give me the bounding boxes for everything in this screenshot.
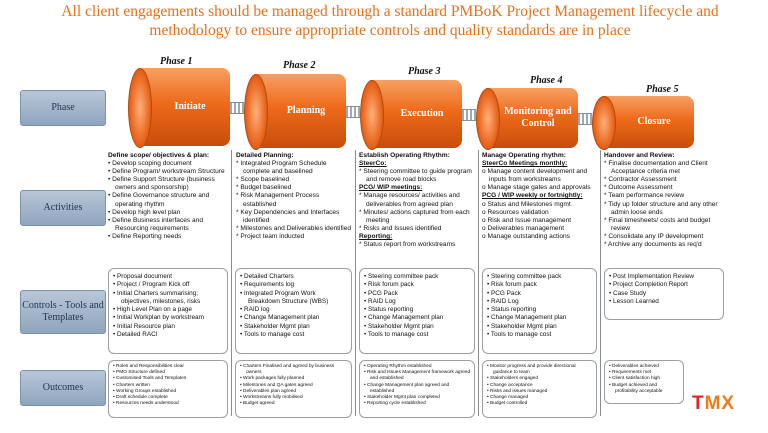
activities-monitoring — [482, 152, 599, 241]
activities-header: Define scope/ objectives & plan: — [108, 152, 210, 159]
control-item: • Initial Charters summarising; objectives, milestones, risks — [113, 289, 201, 305]
phase-cylinder-closure — [592, 96, 694, 148]
activity-item: o Resources validation — [482, 208, 549, 216]
control-item: • Integrated Program Work Breakdown Structure (WBS) — [240, 289, 329, 305]
control-item: • RAID Log — [487, 297, 519, 305]
outcome-item: • Charters written — [113, 382, 150, 388]
control-item: • High Level Plan on a page — [113, 306, 192, 314]
outcome-item: • Requirements met — [609, 370, 652, 376]
controls-planning — [235, 268, 352, 354]
control-item: • Tools to manage cost — [487, 331, 552, 339]
page-title: All client engagements should be managed through a standard PMBoK Project Management lifecycle and methodology to ensure appropriate controls and quality standards are in place — [61, 3, 719, 39]
outcome-item: • Budget controlled — [487, 401, 528, 407]
column-divider — [600, 150, 601, 416]
column-divider — [355, 150, 356, 416]
outcomes-execution — [359, 360, 475, 418]
control-item: • RAID log — [240, 306, 270, 314]
activity-item: • Develop high level plan — [108, 208, 181, 216]
phase-cylinder-monitoring — [476, 88, 578, 148]
outcome-item: • Deliverables achieved — [609, 364, 659, 369]
outcome-item: • Budget agreed — [240, 401, 275, 407]
outcome-item: • PMO Structure defined — [113, 370, 165, 376]
outcome-item: • Change managed — [487, 395, 529, 401]
outcome-item: • Change Management plan agreed and established — [364, 382, 450, 394]
phase-label-3: Phase 3 — [408, 66, 441, 77]
outcomes-monitoring — [482, 360, 597, 418]
outcome-item: • Monitor progress and provide directional guidance to team — [487, 364, 576, 376]
phase-label-2: Phase 2 — [283, 60, 316, 71]
activity-item: • Define Support Structure (business owners and sponsorship) — [108, 176, 215, 192]
outcomes-initiate — [108, 360, 228, 418]
outcome-item: • Roles and Responsibilities clear — [113, 364, 185, 369]
column-divider — [478, 150, 479, 416]
activity-item: * Minutes/ actions captured from each meeting — [359, 208, 470, 224]
activity-item: * Manage resources/ activities and deliverables from agreed plan — [359, 192, 460, 208]
control-item: • Case Study — [609, 289, 647, 297]
activity-item: • Develop scoping document — [108, 160, 192, 168]
outcome-item: • Workstreams fully mobilised — [240, 395, 303, 401]
control-item: • Change Management plan — [364, 314, 444, 322]
control-item: • Stakeholder Mgmt plan — [487, 322, 557, 330]
activities-header: Handover and Review: — [604, 152, 675, 159]
activity-item: * Tidy up folder structure and any other admin loose ends — [604, 200, 718, 216]
phase-name-initiate: Initiate — [174, 101, 206, 112]
control-item: • Stakeholder Mgmt plan — [240, 322, 310, 330]
activities-subheader: PCG / WIP weekly or fortnightly: — [482, 192, 583, 200]
activities-subheader: SteerCo: — [359, 160, 387, 168]
activity-item: • Define Business interfaces and Resourcing requirements — [108, 216, 204, 232]
activities-closure — [604, 152, 724, 249]
outcomes-closure — [604, 360, 684, 404]
phase-cylinder-execution — [360, 80, 462, 148]
control-item: • Initial Resource plan — [113, 322, 175, 330]
controls-monitoring — [482, 268, 597, 354]
control-item: • Lesson Learned — [609, 297, 659, 305]
activity-item: * Risks and Issues identified — [359, 224, 442, 232]
control-item: • Tools to manage cost — [364, 331, 429, 339]
phase-cylinder-planning — [244, 74, 346, 148]
outcome-item: • Reporting cycle established — [364, 401, 426, 407]
activity-item: * Consolidate any IP development — [604, 232, 704, 240]
activity-item: * Final timesheets/ costs and budget review — [604, 216, 711, 232]
control-item: • RAID Log — [364, 297, 396, 305]
outcome-item: • Work packages fully planned — [240, 376, 305, 382]
activity-item: * Steering committee to guide program and remove road blocks — [359, 168, 472, 184]
control-item: • Project / Program Kick off — [113, 281, 190, 289]
phase-connector-2 — [346, 106, 360, 118]
row-label-outcomes: Outcomes — [20, 370, 106, 406]
activity-item: o Manage content development and inputs from workstreams — [482, 168, 588, 184]
phase-connector-3 — [462, 109, 476, 121]
outcome-item: • Milestones and QA gates agreed — [240, 382, 313, 388]
phase-connector-4 — [578, 113, 592, 125]
phase-connector-1 — [230, 102, 244, 114]
activity-item: * Budget baselined — [236, 184, 292, 192]
phase-name-closure: Closure — [637, 116, 671, 127]
activity-item: • Define Governance structure and operating rhythm — [108, 192, 210, 208]
activity-item: o Manage outstanding actions — [482, 232, 570, 240]
outcome-item: • Risk and Issues Management framework agreed and established — [364, 370, 471, 382]
activity-item: * Team performance review — [604, 192, 685, 200]
activity-item: * Risk Management Process established — [236, 192, 320, 208]
activity-item: o Status and Milestones mgmt — [482, 200, 571, 208]
outcome-item: • Operating Rhythm established — [364, 364, 432, 369]
phase-label-4: Phase 4 — [530, 75, 563, 86]
activity-item: * Outcome Assessment — [604, 184, 673, 192]
activity-item: * Status report from workstreams — [359, 241, 456, 249]
control-item: • Initial Workplan by workstream — [113, 314, 204, 322]
control-item: • Status reporting — [487, 306, 537, 314]
activity-item: * Project team inducted — [236, 232, 305, 240]
activity-item: o Risk and Issue management — [482, 216, 572, 224]
phase-name-planning: Planning — [286, 105, 326, 116]
control-item: • Proposal document — [113, 273, 173, 280]
row-label-phase: Phase — [20, 90, 106, 126]
row-label-activities: Activities — [20, 190, 106, 226]
activities-subheader: PCG/ WIP meetings: — [359, 184, 423, 192]
control-item: • PCG Pack — [487, 289, 521, 297]
phase-cylinder-initiate — [128, 68, 230, 146]
activity-item: o Deliverables management — [482, 224, 565, 232]
control-item: • PCG Pack — [364, 289, 398, 297]
tmx-logo: TMX — [692, 393, 736, 414]
activity-item: * Milestones and Deliverables identified — [236, 224, 352, 232]
outcomes-planning — [235, 360, 352, 418]
control-item: • Tools to manage cost — [240, 331, 305, 339]
activities-subheader: SteerCo Meetings monthly: — [482, 160, 568, 168]
activities-header: Establish Operating Rhythm: — [359, 152, 450, 159]
control-item: • Steering committee pack — [487, 273, 562, 280]
control-item: • Status reporting — [364, 306, 414, 314]
activities-subheader: Reporting: — [359, 232, 393, 240]
activities-header: Detailed Planning: — [236, 152, 294, 159]
outcome-item: • Working Groups established — [113, 388, 177, 394]
control-item: • Requirements log — [240, 281, 295, 289]
control-item: • Project Completion Report — [609, 281, 688, 289]
control-item: • Change Management plan — [240, 314, 320, 322]
outcome-item: • Charters Finalised and agreed by business owners — [240, 364, 335, 376]
phase-name-execution: Execution — [400, 108, 444, 119]
control-item: • Detailed RACI — [113, 331, 158, 339]
control-item: • Stakeholder Mgmt plan — [364, 322, 434, 330]
controls-initiate — [108, 268, 228, 354]
control-item: • Change Management plan — [487, 314, 567, 322]
activity-item: * Finalise documentation and Client Acceptance criteria met — [604, 160, 708, 176]
outcome-item: • Risks and issues managed — [487, 388, 548, 394]
activity-item: • Define Reporting needs — [108, 232, 182, 240]
activity-item: * Scope baselined — [236, 176, 290, 184]
phase-label-1: Phase 1 — [160, 56, 193, 67]
activity-item: • Define Program/ workstream Structure — [108, 168, 225, 176]
outcome-item: • Customised Tools and Templates — [113, 376, 187, 382]
outcome-item: • Stakeholders engaged — [487, 376, 539, 382]
activity-item: * Key Dependencies and Interfaces identified — [236, 208, 340, 224]
control-item: • Risk forum pack — [487, 281, 537, 289]
activity-item: * Archive any documents as req'd — [604, 241, 702, 249]
control-item: • Detailed Charters — [240, 273, 294, 280]
activities-header: Manage Operating rhythm: — [482, 152, 566, 159]
activity-item: o Manage stage gates and approvals — [482, 184, 591, 192]
control-item: • Steering committee pack — [364, 273, 439, 280]
control-item: • Post Implementation Review — [609, 273, 695, 280]
outcome-item: • Stakeholder Mgmt plan completed — [364, 395, 440, 401]
outcome-item: • Change acceptance — [487, 382, 533, 388]
activities-execution — [359, 152, 477, 249]
activities-initiate — [108, 152, 230, 241]
column-divider — [231, 150, 232, 416]
controls-execution — [359, 268, 475, 354]
outcome-item: • Draft schedule complete — [113, 395, 168, 401]
outcome-item: • Client satisfaction high — [609, 376, 661, 382]
outcome-item: • Resources needs understood — [113, 401, 179, 407]
outcome-item: • Deliverables plan agreed — [240, 388, 297, 394]
controls-closure — [604, 268, 724, 320]
activities-planning — [236, 152, 353, 241]
phase-name-monitoring: Monitoring and Control — [504, 106, 572, 129]
activity-item: * Integrated Program Schedule complete and baselined — [236, 160, 327, 176]
outcome-item: • Budget achieved and profitability acceptable — [609, 382, 663, 394]
activity-item: * Contractor Assessment — [604, 176, 677, 184]
control-item: • Risk forum pack — [364, 281, 414, 289]
phase-label-5: Phase 5 — [646, 84, 679, 95]
row-label-controls: Controls - Tools and Templates — [20, 290, 106, 334]
